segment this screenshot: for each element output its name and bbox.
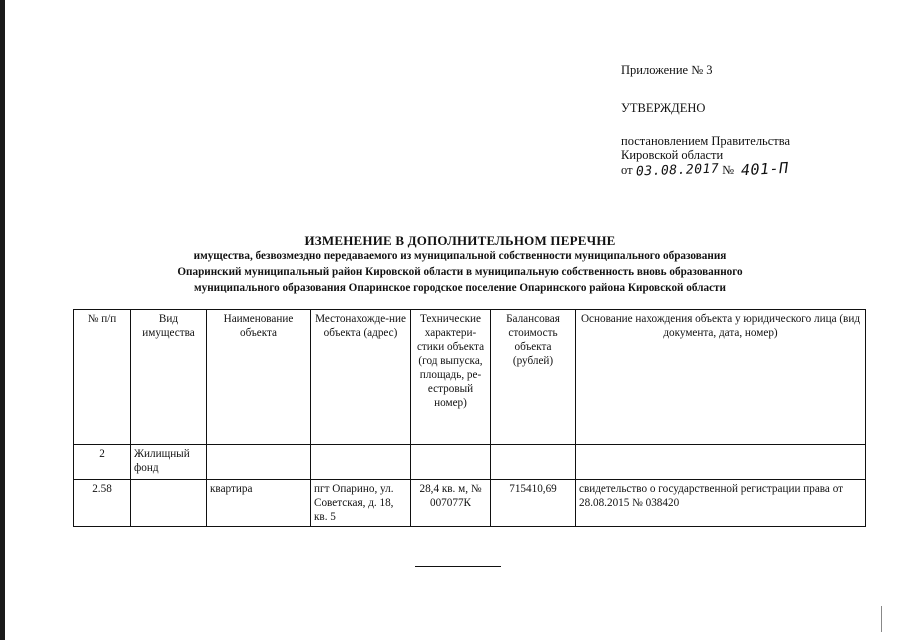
document-title: ИЗМЕНЕНИЕ В ДОПОЛНИТЕЛЬНОМ ПЕРЕЧНЕ (304, 233, 616, 248)
subtitle-line-2: Опаринский муниципальный район Кировской области в муниципальную собственность вновь образованного (177, 266, 743, 278)
column-header-no: № п/п (74, 310, 131, 445)
table-row (74, 480, 866, 527)
approved-label: УТВЕРЖДЕНО (621, 101, 706, 115)
column-header-basis: Основание нахождения объекта у юридического лица (вид документа, дата, номер) (576, 310, 866, 445)
cell-basis (576, 445, 866, 480)
subtitle-line-3: муниципального образования Опаринское городское поселение Опаринского района Кировской области (194, 282, 726, 294)
cell-value (491, 445, 576, 480)
decree-line-1: постановлением Правительства (621, 134, 791, 148)
appendix-label: Приложение № 3 (621, 63, 713, 77)
decree-line-2: Кировской области (621, 148, 724, 162)
cell-specs (411, 445, 491, 480)
decree-number-prefix: № (722, 163, 735, 177)
cell-no: 2 (74, 445, 131, 480)
column-header-address: Местонахожде-ние объекта (адрес) (311, 310, 411, 445)
column-header-specs: Технические характери-стики объекта (год выпуска, площадь, ре-естровый номер) (411, 310, 491, 445)
cell-name (207, 445, 311, 480)
scan-edge (0, 0, 5, 640)
decree-prefix: от (621, 163, 633, 177)
cell-basis: свидетельство о государственной регистрации права от 28.08.2015 № 038420 (576, 480, 866, 527)
cell-value: 715410,69 (491, 480, 576, 527)
cell-specs: 28,4 кв. м, № 007077К (411, 480, 491, 527)
cell-name: квартира (207, 480, 311, 527)
column-header-value: Балансовая стоимость объекта (рублей) (491, 310, 576, 445)
property-table (73, 309, 866, 527)
scan-mark (881, 606, 882, 632)
table-header-row (74, 310, 866, 445)
column-header-kind: Вид имущества (131, 310, 207, 445)
decree-number: 401-П (740, 158, 790, 180)
decree-date: 03.08.2017 (635, 161, 720, 180)
cell-kind: Жилищный фонд (131, 445, 207, 480)
cell-address: пгт Опарино, ул. Советская, д. 18, кв. 5 (311, 480, 411, 527)
table-row (74, 445, 866, 480)
column-header-name: Наименование объекта (207, 310, 311, 445)
cell-address (311, 445, 411, 480)
cell-no: 2.58 (74, 480, 131, 527)
footer-divider (415, 566, 501, 567)
subtitle-line-1: имущества, безвозмездно передаваемого из муниципальной собственности муниципального образования (193, 250, 727, 262)
decree-line-3 (621, 158, 790, 180)
cell-kind (131, 480, 207, 527)
